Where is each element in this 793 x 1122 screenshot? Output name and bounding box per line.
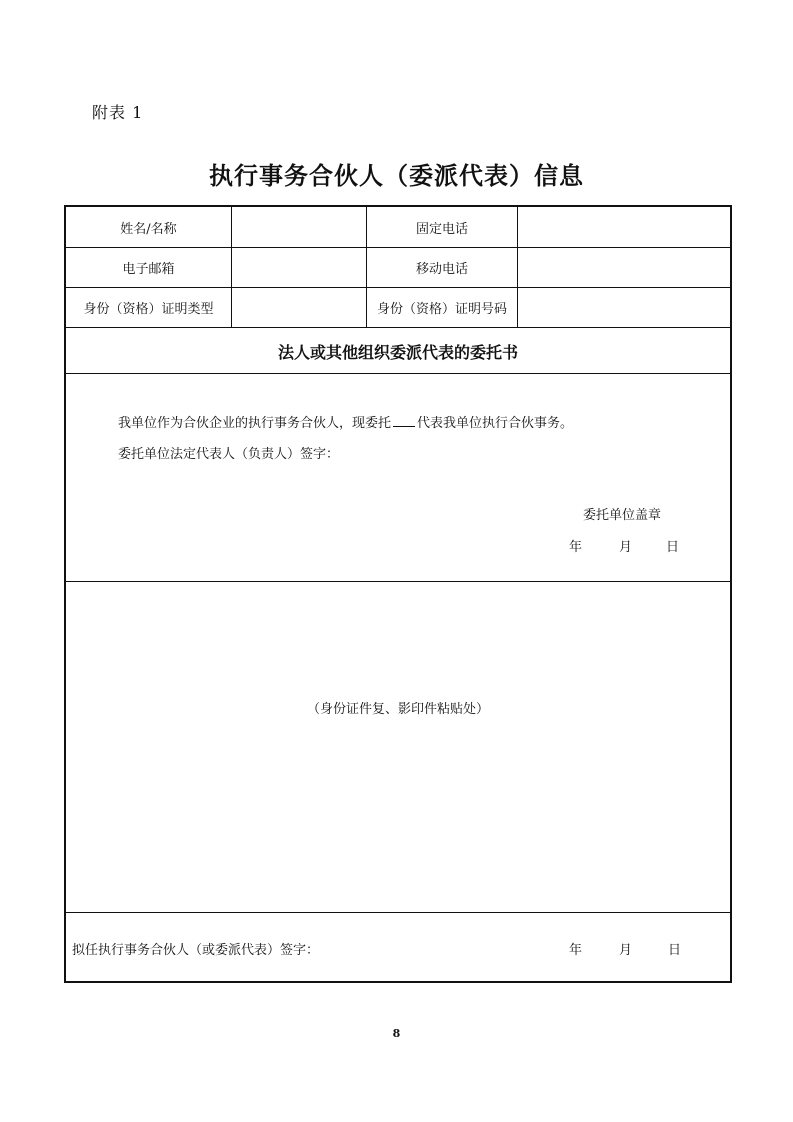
info-form [64,205,732,983]
row-divider [66,327,730,328]
entrust-line-1 [118,412,573,431]
signature-year: 年 [569,943,583,958]
row-divider [66,373,730,374]
id-number-field[interactable] [518,287,730,327]
entrust-month: 月 [619,540,633,555]
signature-month: 月 [619,943,633,958]
id-type-field[interactable] [232,287,366,327]
signature-day: 日 [668,943,682,958]
id-number-label: 身份（资格）证明号码 [376,301,507,317]
id-type-label: 身份（资格）证明类型 [83,301,214,317]
fixed-phone-field[interactable] [518,207,730,247]
entrust-year: 年 [569,540,583,555]
email-field[interactable] [232,247,366,287]
entrust-day: 日 [666,540,680,555]
signature-label: 拟任执行事务合伙人（或委派代表）签字： [72,943,320,958]
email-label: 电子邮箱 [122,261,175,277]
row-divider [66,912,730,913]
name-label: 姓名/名称 [120,221,177,237]
fixed-phone-label: 固定电话 [415,221,468,237]
entrust-heading: 法人或其他组织委派代表的委托书 [277,342,518,362]
entrust-line-2: 委托单位法定代表人（负责人）签字： [118,447,340,462]
attachment-label: 附表 1 [92,103,144,122]
entrust-seal-label: 委托单位盖章 [583,508,662,523]
entrust-line-1-after: 代表我单位执行合伙事务。 [417,416,574,431]
page-number: 8 [392,1027,401,1040]
page-title: 执行事务合伙人（委派代表）信息 [209,162,584,190]
delegate-name-blank[interactable] [393,414,415,427]
mobile-phone-field[interactable] [518,247,730,287]
id-paste-area: （身份证件复、影印件粘贴处） [306,702,489,717]
name-field[interactable] [232,207,366,247]
entrust-line-1-before: 我单位作为合伙企业的执行事务合伙人，现委托 [118,416,392,431]
mobile-phone-label: 移动电话 [415,261,468,277]
